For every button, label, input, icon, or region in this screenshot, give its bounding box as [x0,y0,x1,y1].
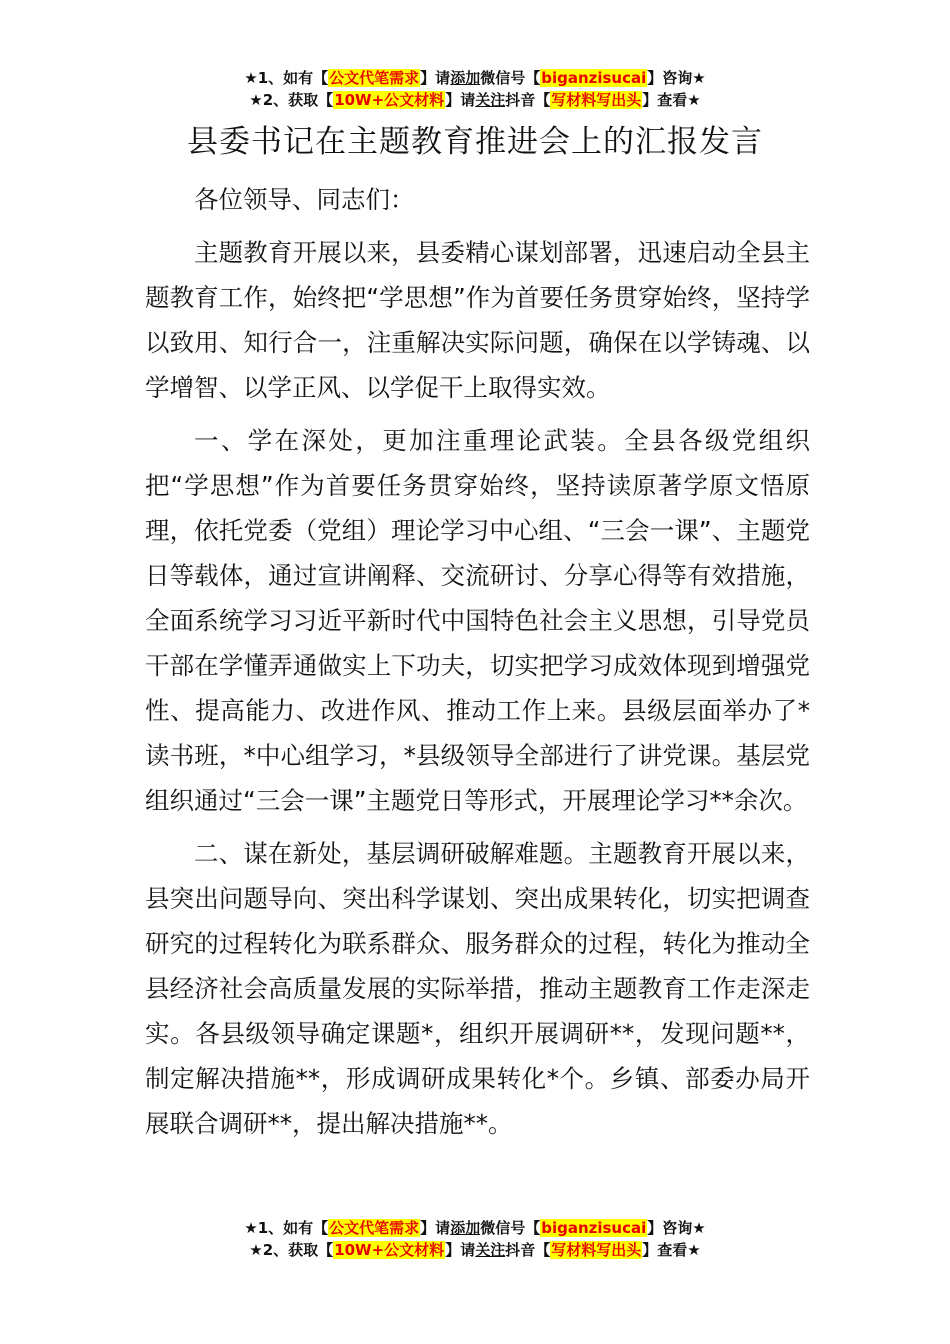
banner-line-2: ★2、获取【10W+公文材料】请关注抖音【写材料写出头】查看★ [249,91,701,109]
paragraph-section-2: 二、谋在新处，基层调研破解难题。主题教育开展以来，县突出问题导向、突出科学谋划、突出成果转化，切实把调查研究的过程转化为联系群众、服务群众的过程，转化为推动全县经济社会高质量发展的实际举措，推动主题教育工作走深走实。各县级领导确定课题*，组织开展调研**，发现问题**，制定解决措施**，形成调研成果转化*个。乡镇、部委办局开展联合调研**，提出解决措施**。 [145,839,810,1138]
banner-douyin-id: 写材料写出头 [551,1241,642,1259]
banner-highlight: 10W+公文材料 [334,91,445,109]
banner-douyin-id: 写材料写出头 [551,91,642,109]
banner-line-2: ★2、获取【10W+公文材料】请关注抖音【写材料写出头】查看★ [249,1241,701,1259]
banner-line-1: ★1、如有【公文代笔需求】请添加微信号【biganzisucai】咨询★ [244,1219,706,1237]
banner-highlight: 公文代笔需求 [329,1219,420,1237]
paragraph-section-1: 一、学在深处，更加注重理论武装。全县各级党组织把“学思想”作为首要任务贯穿始终，坚持读原著学原文悟原理，依托党委（党组）理论学习中心组、“三会一课”、主题党日等载体，通过宣讲阐释、交流研讨、分享心得等有效措施，全面系统学习习近平新时代中国特色社会主义思想，引导党员干部在学懂弄通做实上下功夫，切实把学习成效体现到增强党性、提高能力、改进作风、推动工作上来。县级层面举办了*读书班，*中心组学习，*县级领导全部进行了讲党课。基层党组织通过“三会一课”主题党日等形式，开展理论学习**余次。 [145,426,810,815]
banner-highlight: 公文代笔需求 [329,69,420,87]
banner-wechat-id: biganzisucai [541,69,647,87]
banner-line-1: ★1、如有【公文代笔需求】请添加微信号【biganzisucai】咨询★ [244,69,706,87]
header-banner [0,67,950,111]
banner-wechat-id: biganzisucai [541,1219,647,1237]
document-title: 县委书记在主题教育推进会上的汇报发言 [187,124,763,160]
document-body [145,177,810,1146]
banner-highlight: 10W+公文材料 [334,1241,445,1259]
footer-banner [0,1217,950,1261]
paragraph-intro: 主题教育开展以来，县委精心谋划部署，迅速启动全县主题教育工作，始终把“学思想”作为首要任务贯穿始终，坚持学以致用、知行合一，注重解决实际问题，确保在以学铸魂、以学增智、以学正风、以学促干上取得实效。 [145,238,810,402]
salutation: 各位领导、同志们： [194,185,415,214]
